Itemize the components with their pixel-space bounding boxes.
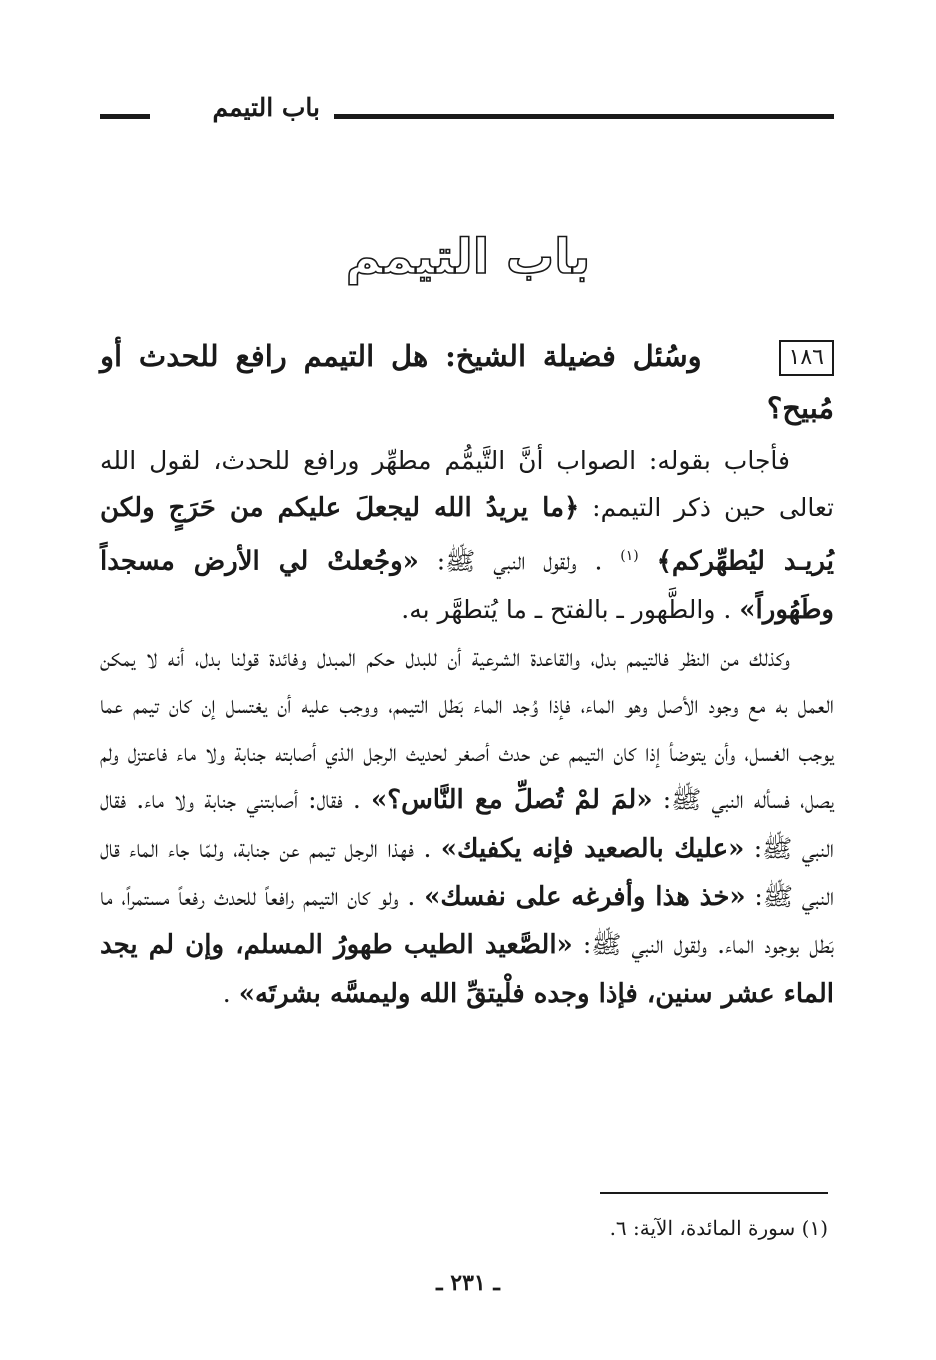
answer-text: . ولو كان التيمم رافعاً للحدث رفعاً مستمراً، ما بَطل بوجود الماء. ولقول النبي ﷺ:	[100, 881, 834, 960]
hadith-quote: «الصَّعيد الطيب طهورُ المسلم، وإن لم يجد الماء عشر سنين، فإذا وجده فلْيتقِّ الله وليمسَّه بشرتَه»	[100, 930, 834, 1009]
answer-text: فأجاب بقوله: الصواب أنَّ التَّيمُّم مطهِّر ورافع للحدث، لقول الله تعالى حين ذكر التيمم:	[100, 446, 834, 523]
question-number: ١٨٦	[779, 340, 834, 376]
running-header	[100, 88, 834, 128]
answer-text: . والطَّهور ـ بالفتح ـ ما يُتطهَّر به.	[401, 594, 732, 624]
footnote-ref: (١)	[620, 547, 639, 564]
quran-verse: ﴿ما يريدُ الله ليجعلَ عليكم من حَرَجٍ ولكن يُريـد ليُطهِّركم﴾	[100, 493, 835, 577]
question	[100, 330, 834, 434]
footnote-rule	[600, 1192, 828, 1194]
footnote: (١) سورة المائدة، الآية: ٦.	[609, 1216, 828, 1240]
answer-text: .	[222, 978, 231, 1008]
hadith-quote: «لمَ لمْ تُصلِّ مع النَّاس؟»	[371, 785, 653, 816]
chapter-title: باب التيمم	[345, 229, 591, 285]
running-title: باب التيمم	[212, 93, 320, 122]
answer-text: . ولقول النبي ﷺ:	[418, 546, 603, 576]
answer-text: . فقال: أصابتني جنابة ولا ماء. فقال النبي ﷺ:	[100, 785, 834, 863]
hadith-quote: «عليك بالصعيد فإنه يكفيك»	[440, 833, 745, 864]
answer-paragraph-1	[100, 437, 834, 634]
header-rule-left	[100, 114, 150, 119]
answer	[100, 437, 834, 1018]
answer-paragraph-2	[100, 634, 834, 1018]
answer-text: . فهذا الرجل تيمم عن جنابة، ولمّا جاء الماء قال النبي ﷺ:	[100, 833, 834, 911]
answer-text: وكذلك من النظر فالتيمم بدل، والقاعدة الشرعية أن للبدل حكم المبدل وفائدة قولنا بدل، أنه لا يمكن العمل به مع وجود الأصل وهو الماء، فإذا وُجد الماء بَطل التيمم، ووجب عليه أن يغتسل إن كان تيمم عما يوجب الغسل، وأن يتوضأ إذا كان التيمم عن حدث أصغر لحديث الرجل الذي أصابته جنابة ولا ماء فاعتزل ولم يصل، فسأله النبي ﷺ:	[100, 642, 834, 815]
hadith-quote: «وجُعلتْ لي الأرض مسجداً وطَهُوراً»	[100, 546, 834, 625]
question-text: وسُئل فضيلة الشيخ: هل التيمم رافع للحدث أو مُبيح؟	[100, 339, 834, 425]
hadith-quote: «خذ هذا وأفرغه على نفسك»	[424, 881, 746, 912]
page-number: ـ ٢٣١ ـ	[436, 1270, 500, 1296]
header-rule-right	[334, 114, 834, 119]
